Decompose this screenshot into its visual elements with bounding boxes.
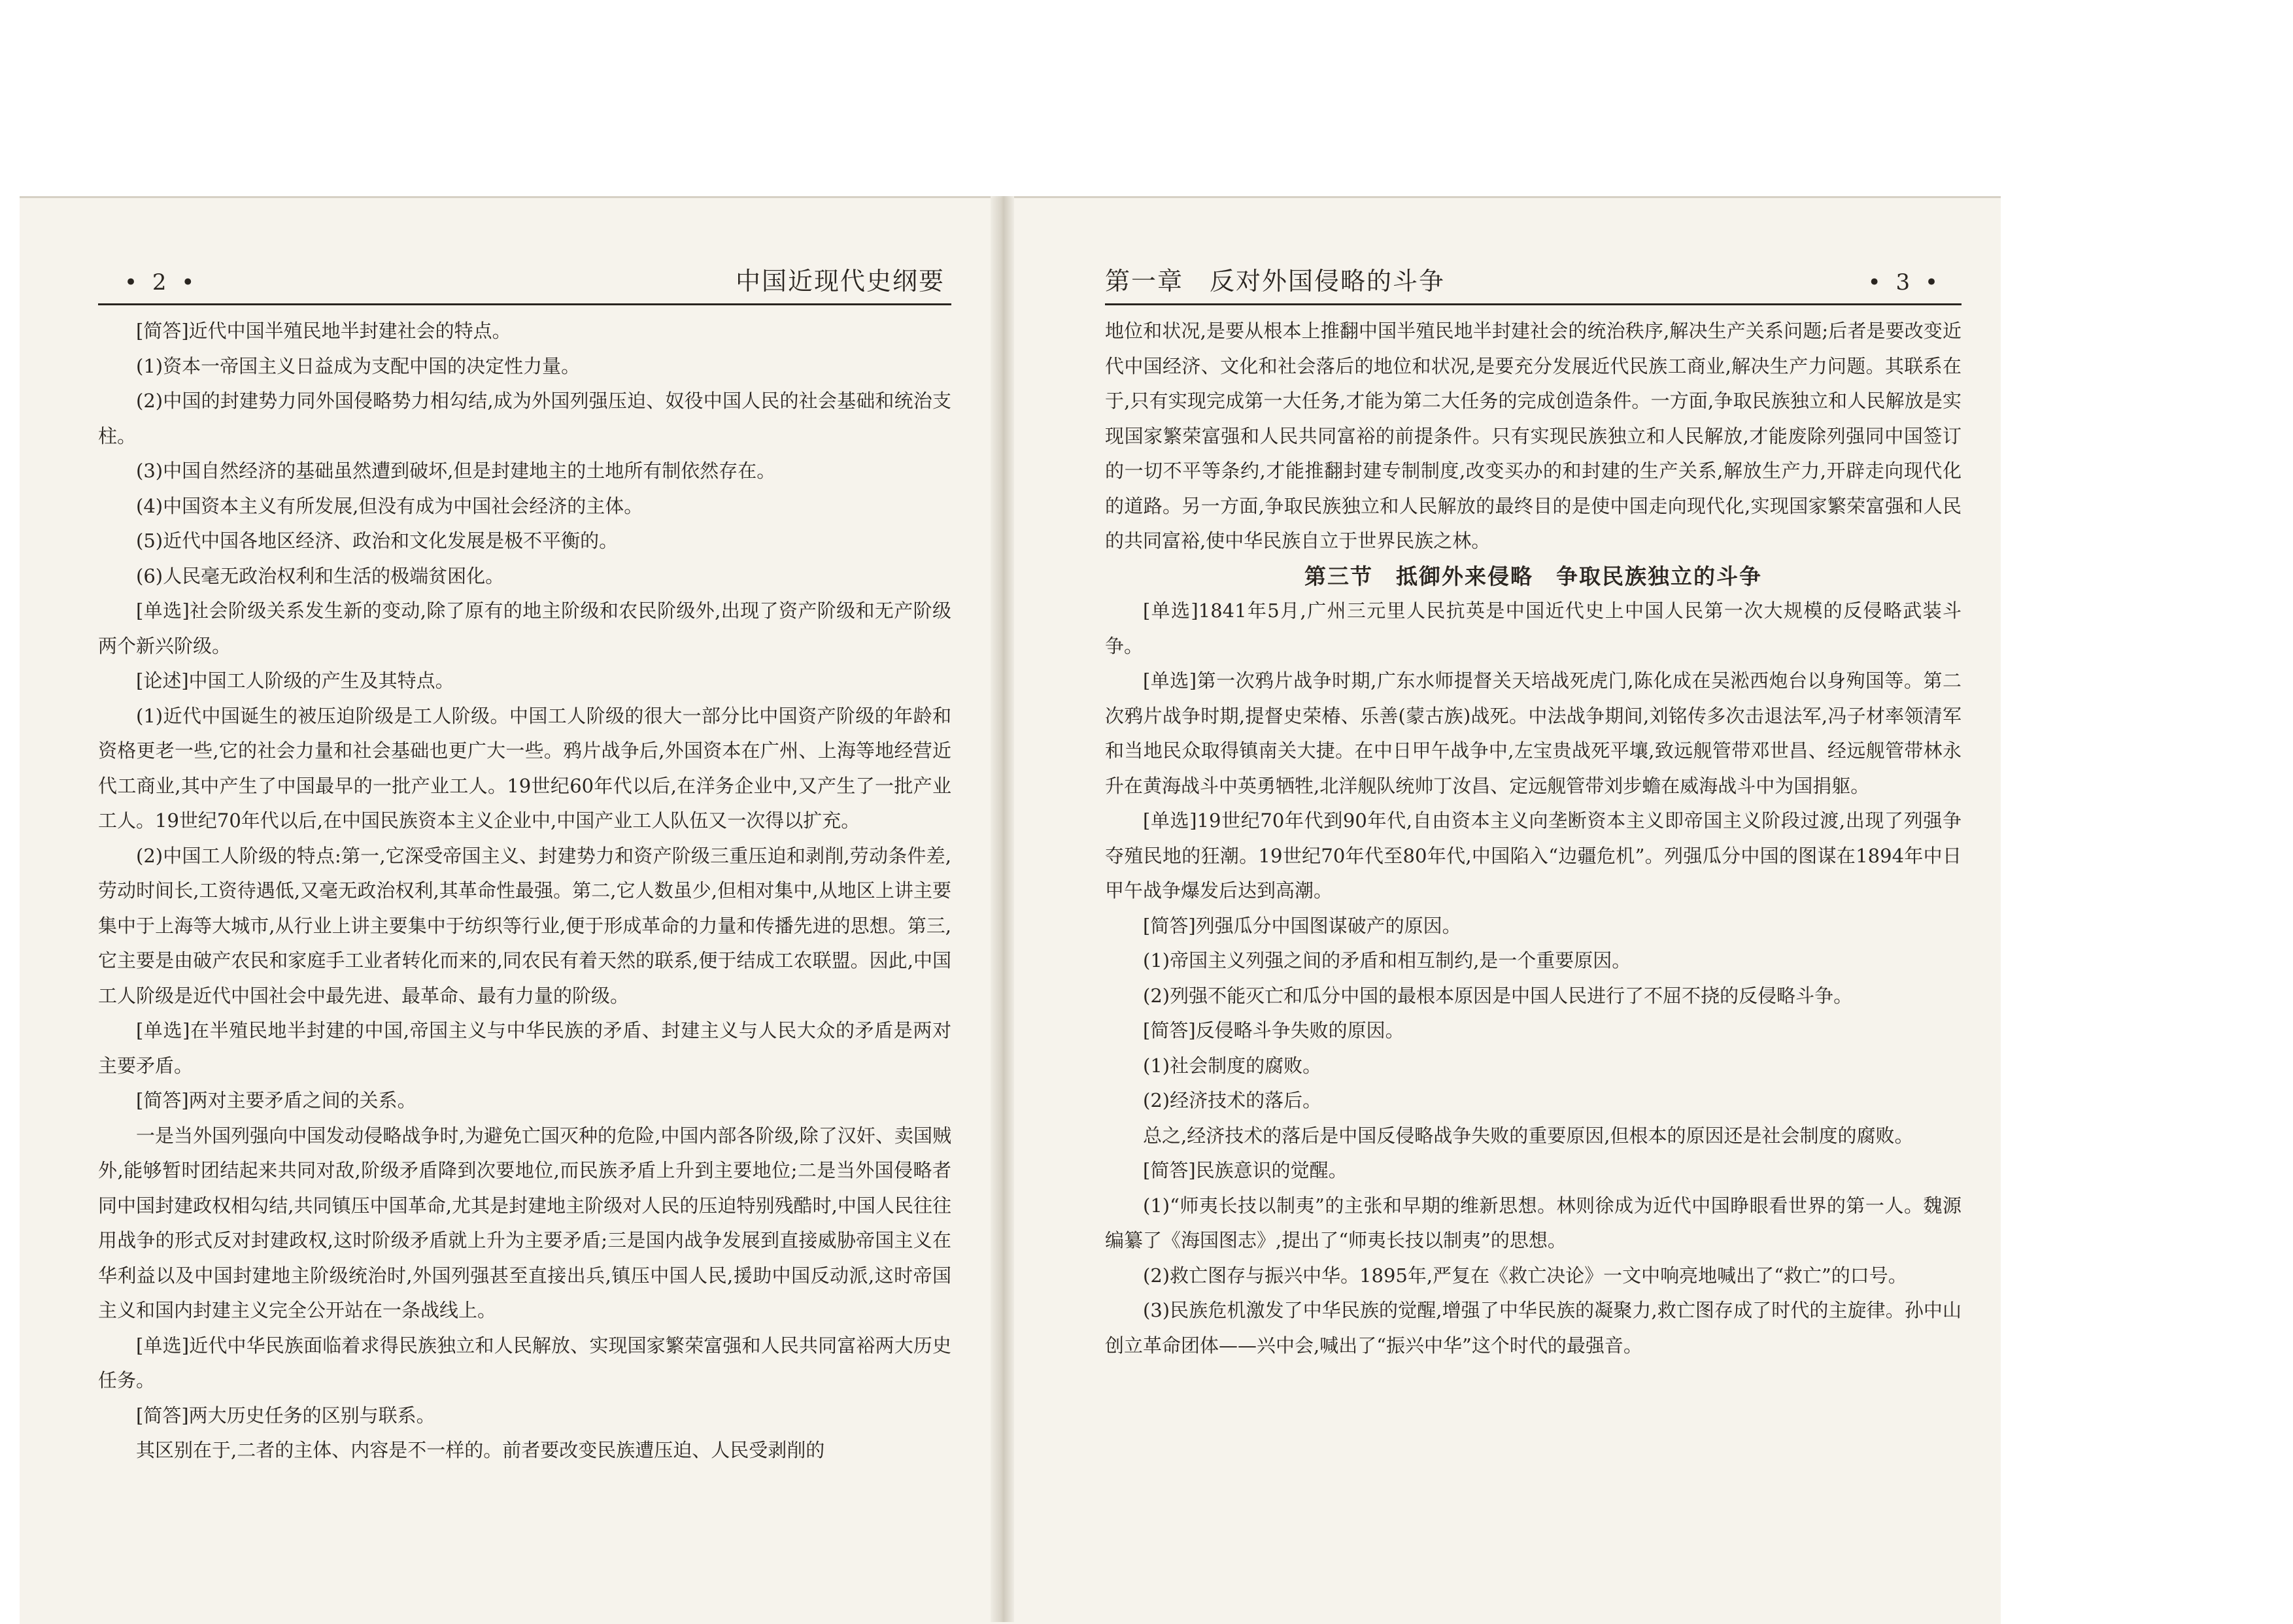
paragraph: [简答]两大历史任务的区别与联系。 xyxy=(136,1404,435,1427)
paragraph: [简答]民族意识的觉醒。 xyxy=(1143,1159,1348,1181)
right-page-number: • 3 • xyxy=(1867,269,1942,296)
paragraph: [单选]1841年5月,广州三元里人民抗英是中国近代史上中国人民第一次大规模的反侵略武装斗争。 xyxy=(1105,600,1962,657)
paragraph: (1)社会制度的腐败。 xyxy=(1143,1054,1322,1077)
paragraph: [简答]两对主要矛盾之间的关系。 xyxy=(136,1089,416,1111)
paragraph: (3)民族危机激发了中华民族的觉醒,增强了中华民族的凝聚力,救亡图存成了时代的主旋律。孙中山创立革命团体——兴中会,喊出了“振兴中华”这个时代的最强音。 xyxy=(1105,1299,1962,1357)
left-page-body xyxy=(98,314,951,1468)
left-page xyxy=(98,196,951,1622)
paragraph: (1)近代中国诞生的被压迫阶级是工人阶级。中国工人阶级的很大一部分比中国资产阶级的年龄和资格更老一些,它的社会力量和社会基础也更广大一些。鸦片战争后,外国资本在广州、上海等地经营近代工商业,其中产生了中国最早的一批产业工人。19世纪60年代以后,在洋务企业中,又产生了一批产业工人。19世纪70年代以后,在中国民族资本主义企业中,中国产业工人队伍又一次得以扩充。 xyxy=(98,704,951,832)
left-page-number: • 2 • xyxy=(124,269,199,296)
paragraph: [单选]社会阶级关系发生新的变动,除了原有的地主阶级和农民阶级外,出现了资产阶级和无产阶级两个新兴阶级。 xyxy=(98,600,951,657)
right-page xyxy=(1105,196,1962,1622)
paragraph: (2)中国工人阶级的特点:第一,它深受帝国主义、封建势力和资产阶级三重压迫和剥削,劳动条件差,劳动时间长,工资待遇低,又毫无政治权利,其革命性最强。第二,它人数虽少,但相对集中,从地区上讲主要集中于上海等大城市,从行业上讲主要集中于纺织等行业,便于形成革命的力量和传播先进的思想。第三,它主要是由破产农民和家庭手工业者转化而来的,同农民有着天然的联系,便于结成工农联盟。因此,中国工人阶级是近代中国社会中最先进、最革命、最有力量的阶级。 xyxy=(98,844,951,1007)
paragraph: [简答]列强瓜分中国图谋破产的原因。 xyxy=(1143,914,1461,937)
paragraph: [简答]近代中国半殖民地半封建社会的特点。 xyxy=(136,320,511,342)
paragraph: (2)中国的封建势力同外国侵略势力相勾结,成为外国列强压迫、奴役中国人民的社会基础和统治支柱。 xyxy=(98,390,951,447)
paragraph: (1)资本一帝国主义日益成为支配中国的决定性力量。 xyxy=(136,354,581,377)
section-title: 第三节 抵御外来侵略 争取民族独立的斗争 xyxy=(1304,563,1762,589)
paragraph: (2)列强不能灭亡和瓜分中国的最根本原因是中国人民进行了不屈不挠的反侵略斗争。 xyxy=(1143,984,1853,1007)
paragraph: 一是当外国列强向中国发动侵略战争时,为避免亡国灭种的危险,中国内部各阶级,除了汉奸、卖国贼外,能够暂时团结起来共同对敌,阶级矛盾降到次要地位,而民族矛盾上升到主要地位;二是当外国侵略者同中国封建政权相勾结,共同镇压中国革命,尤其是封建地主阶级对人民的压迫特别残酷时,中国人民往往用战争的形式反对封建政权,这时阶级矛盾就上升为主要矛盾;三是国内战争发展到直接威胁帝国主义在华利益以及中国封建地主阶级统治时,外国列强甚至直接出兵,镇压中国人民,援助中国反动派,这时帝国主义和国内封建主义完全公开站在一条战线上。 xyxy=(98,1124,951,1321)
book-gutter xyxy=(991,196,1014,1622)
left-running-title: 中国近现代史纲要 xyxy=(735,267,945,296)
paragraph: (1)“师夷长技以制夷”的主张和早期的维新思想。林则徐成为近代中国睁眼看世界的第一人。魏源编纂了《海国图志》,提出了“师夷长技以制夷”的思想。 xyxy=(1105,1194,1962,1251)
paragraph: (6)人民毫无政治权利和生活的极端贫困化。 xyxy=(136,564,505,587)
paragraph: [论述]中国工人阶级的产生及其特点。 xyxy=(136,669,454,692)
paragraph: 总之,经济技术的落后是中国反侵略战争失败的重要原因,但根本的原因还是社会制度的腐败。 xyxy=(1143,1124,1914,1147)
left-page-header xyxy=(98,262,951,305)
right-running-title: 第一章 反对外国侵略的斗争 xyxy=(1105,267,1446,296)
paragraph: [单选]第一次鸦片战争时期,广东水师提督关天培战死虎门,陈化成在吴淞西炮台以身殉国等。第二次鸦片战争时期,提督史荣椿、乐善(蒙古族)战死。中法战争期间,刘铭传多次击退法军,冯子材率领清军和当地民众取得镇南关大捷。在中日甲午战争中,左宝贵战死平壤,致远舰管带邓世昌、经远舰管带林永升在黄海战斗中英勇牺牲,北洋舰队统帅丁汝昌、定远舰管带刘步蟾在威海战斗中为国捐躯。 xyxy=(1105,669,1962,797)
paragraph: (5)近代中国各地区经济、政治和文化发展是极不平衡的。 xyxy=(136,530,619,552)
paragraph: 其区别在于,二者的主体、内容是不一样的。前者要改变民族遭压迫、人民受剥削的 xyxy=(136,1439,825,1461)
paragraph: [简答]反侵略斗争失败的原因。 xyxy=(1143,1019,1404,1041)
paragraph: (1)帝国主义列强之间的矛盾和相互制约,是一个重要原因。 xyxy=(1143,949,1631,972)
paragraph: [单选]近代中华民族面临着求得民族独立和人民解放、实现国家繁荣富强和人民共同富裕两大历史任务。 xyxy=(98,1334,951,1391)
paragraph: (2)经济技术的落后。 xyxy=(1143,1089,1322,1111)
paragraph: (2)救亡图存与振兴中华。1895年,严复在《救亡决论》一文中响亮地喊出了“救亡”的口号。 xyxy=(1143,1264,1907,1287)
scan-background xyxy=(0,0,2293,196)
right-page-header xyxy=(1105,262,1962,305)
right-page-body xyxy=(1105,314,1962,1363)
paragraph: (4)中国资本主义有所发展,但没有成为中国社会经济的主体。 xyxy=(136,494,643,517)
paragraph: [单选]19世纪70年代到90年代,自由资本主义向垄断资本主义即帝国主义阶段过渡,出现了列强争夺殖民地的狂潮。19世纪70年代至80年代,中国陷入“边疆危机”。列强瓜分中国的图谋在1894年中日甲午战争爆发后达到高潮。 xyxy=(1105,809,1962,902)
paragraph: 地位和状况,是要从根本上推翻中国半殖民地半封建社会的统治秩序,解决生产关系问题;后者是要改变近代中国经济、文化和社会落后的地位和状况,是要充分发展近代民族工商业,解决生产力问题。其联系在于,只有实现完成第一大任务,才能为第二大任务的完成创造条件。一方面,争取民族独立和人民解放是实现国家繁荣富强和人民共同富裕的前提条件。只有实现民族独立和人民解放,才能废除列强同中国签订的一切不平等条约,才能推翻封建专制制度,改变买办的和封建的生产关系,解放生产力,开辟走向现代化的道路。另一方面,争取民族独立和人民解放的最终目的是使中国走向现代化,实现国家繁荣富强和人民的共同富裕,使中华民族自立于世界民族之林。 xyxy=(1105,320,1962,552)
paragraph: [单选]在半殖民地半封建的中国,帝国主义与中华民族的矛盾、封建主义与人民大众的矛盾是两对主要矛盾。 xyxy=(98,1019,951,1077)
paragraph: (3)中国自然经济的基础虽然遭到破坏,但是封建地主的土地所有制依然存在。 xyxy=(136,460,776,482)
